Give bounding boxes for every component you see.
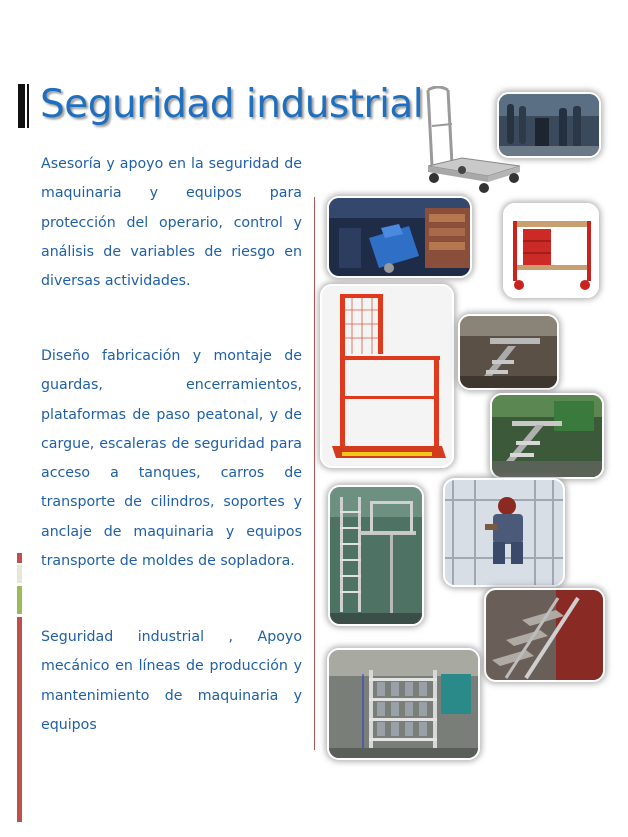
green-step-ladder-image: [490, 393, 604, 479]
title-marker: [18, 84, 25, 128]
side-accent-red-top: [17, 553, 22, 563]
cylinder-storage-image: [497, 92, 601, 158]
step-ladder-image: [458, 314, 559, 390]
content-divider: [314, 197, 315, 750]
side-accent-light: [17, 565, 22, 583]
red-tool-cart-image: [503, 203, 599, 298]
side-accent-red: [17, 617, 22, 822]
aluminum-stair-platform-image: [328, 485, 424, 626]
cylinder-cart-image: [327, 196, 472, 278]
metal-stairs-image: [484, 588, 605, 682]
page-title: Seguridad industrial: [40, 82, 424, 127]
paragraph-diseno: Diseño fabricación y montaje de guardas, encerramientos, plataformas de paso peatonal, y de cargue, escaleras de seguridad para acceso a tanques, carros de transporte de cilindros, soportes y anclaje de maquinaria y equipos transporte de moldes de sopladora.: [41, 348, 302, 570]
red-lift-cage-image: [320, 284, 454, 468]
paragraph-asesoria: Asesoría y apoyo en la seguridad de maquinaria y equipos para protección del operario, control y análisis de variables de riesgo en diversas actividades.: [41, 156, 302, 290]
mold-transport-rack-image: [327, 648, 480, 760]
paragraph-apoyo: Seguridad industrial , Apoyo mecánico en líneas de producción y mantenimiento de maquinaria y equipos: [41, 629, 302, 733]
welder-image: [443, 478, 565, 587]
side-accent-green: [17, 586, 22, 614]
title-marker-thin: [27, 84, 29, 128]
